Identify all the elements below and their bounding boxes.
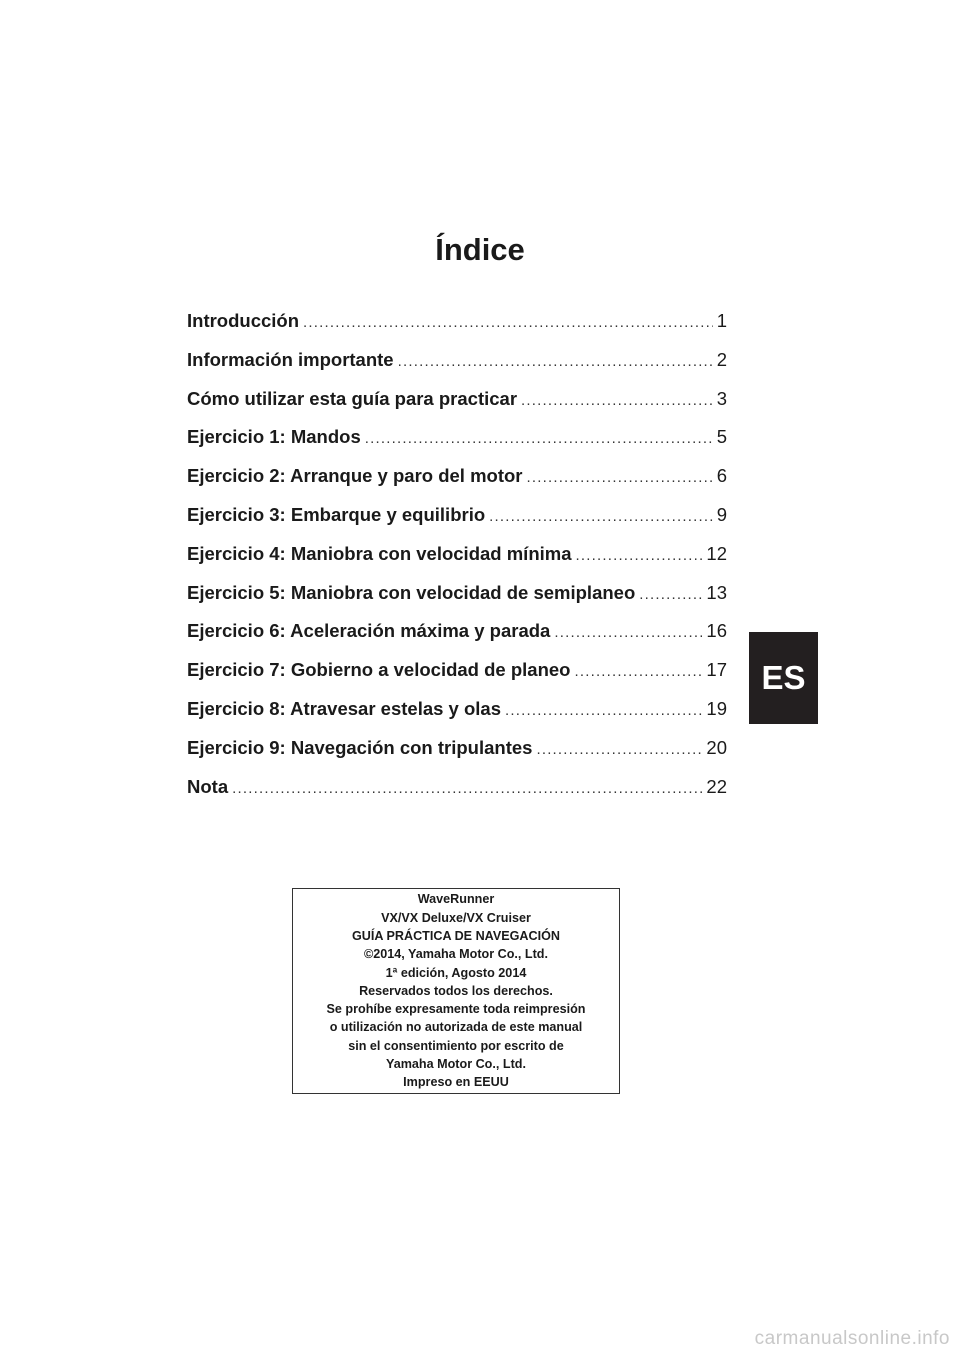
toc-entry[interactable] [187, 349, 727, 388]
colophon-line: Impreso en EEUU [403, 1075, 509, 1090]
table-of-contents [187, 310, 727, 814]
toc-entry-title: Ejercicio 5: Maniobra con velocidad de semiplaneo [187, 581, 636, 603]
toc-entry-title: Introducción [187, 310, 300, 331]
toc-page-number: 20 [706, 736, 727, 758]
toc-entry-title: Ejercicio 4: Maniobra con velocidad mínima [187, 542, 572, 564]
toc-page-number: 16 [706, 620, 727, 642]
toc-leader-dots [576, 547, 703, 564]
toc-page-number: 12 [706, 542, 727, 564]
toc-page-number: 22 [706, 775, 727, 797]
colophon-line: VX/VX Deluxe/VX Cruiser [381, 910, 531, 925]
toc-entry[interactable] [187, 388, 727, 427]
toc-entry[interactable] [187, 776, 727, 815]
toc-page-number: 3 [716, 387, 727, 409]
toc-leader-dots [398, 353, 713, 370]
colophon-box [292, 888, 620, 1094]
toc-entry[interactable] [187, 698, 727, 737]
toc-leader-dots [521, 392, 713, 409]
toc-entry[interactable] [187, 737, 727, 776]
toc-page-number: 9 [716, 503, 727, 525]
toc-leader-dots [505, 702, 702, 719]
colophon-line: sin el consentimiento por escrito de [348, 1038, 564, 1053]
toc-entry[interactable] [187, 659, 727, 698]
colophon-line: 1ª edición, Agosto 2014 [385, 965, 527, 980]
toc-entry[interactable] [187, 504, 727, 543]
language-tab: ES [749, 632, 818, 724]
toc-page-number: 17 [706, 659, 727, 681]
toc-entry-title: Ejercicio 6: Aceleración máxima y parada [187, 620, 551, 642]
toc-leader-dots [536, 741, 702, 758]
toc-page-number: 19 [706, 697, 727, 719]
colophon-line: WaveRunner [417, 892, 495, 907]
toc-entry[interactable] [187, 310, 727, 349]
colophon-line: Yamaha Motor Co., Ltd. [386, 1057, 526, 1072]
toc-page-number: 13 [706, 581, 727, 603]
toc-page-number: 1 [716, 310, 727, 331]
page-title: Índice [435, 232, 525, 267]
colophon-line: Se prohíbe expresamente toda reimpresión [326, 1002, 586, 1017]
toc-entry[interactable] [187, 426, 727, 465]
toc-entry[interactable] [187, 543, 727, 582]
toc-page-number: 2 [716, 348, 727, 370]
toc-entry-title: Ejercicio 7: Gobierno a velocidad de planeo [187, 659, 571, 681]
colophon-line: Reservados todos los derechos. [359, 983, 553, 998]
watermark: carmanualsonline.info [754, 1328, 950, 1349]
toc-leader-dots [554, 624, 702, 641]
toc-entry-title: Información importante [187, 348, 394, 370]
colophon-line: GUÍA PRÁCTICA DE NAVEGACIÓN [351, 928, 561, 943]
toc-leader-dots [639, 586, 702, 603]
toc-entry-title: Ejercicio 8: Atravesar estelas y olas [187, 697, 502, 719]
toc-leader-dots [232, 780, 702, 797]
toc-entry-title: Ejercicio 1: Mandos [187, 426, 361, 448]
toc-entry-title: Nota [187, 775, 229, 797]
toc-page-number: 5 [716, 426, 727, 448]
colophon-line: o utilización no autorizada de este manual [329, 1020, 583, 1035]
toc-entry-title: Ejercicio 9: Navegación con tripulantes [187, 736, 533, 758]
toc-leader-dots [303, 314, 713, 331]
toc-leader-dots [365, 430, 713, 447]
toc-entry[interactable] [187, 582, 727, 621]
colophon-line: ©2014, Yamaha Motor Co., Ltd. [363, 947, 548, 962]
toc-entry-title: Ejercicio 2: Arranque y paro del motor [187, 465, 523, 487]
toc-leader-dots [574, 663, 702, 680]
toc-entry-title: Cómo utilizar esta guía para practicar [187, 387, 518, 409]
toc-leader-dots [489, 508, 713, 525]
toc-leader-dots [526, 469, 712, 486]
toc-page-number: 6 [716, 465, 727, 487]
toc-entry[interactable] [187, 620, 727, 659]
toc-entry[interactable] [187, 465, 727, 504]
toc-entry-title: Ejercicio 3: Embarque y equilibrio [187, 503, 486, 525]
